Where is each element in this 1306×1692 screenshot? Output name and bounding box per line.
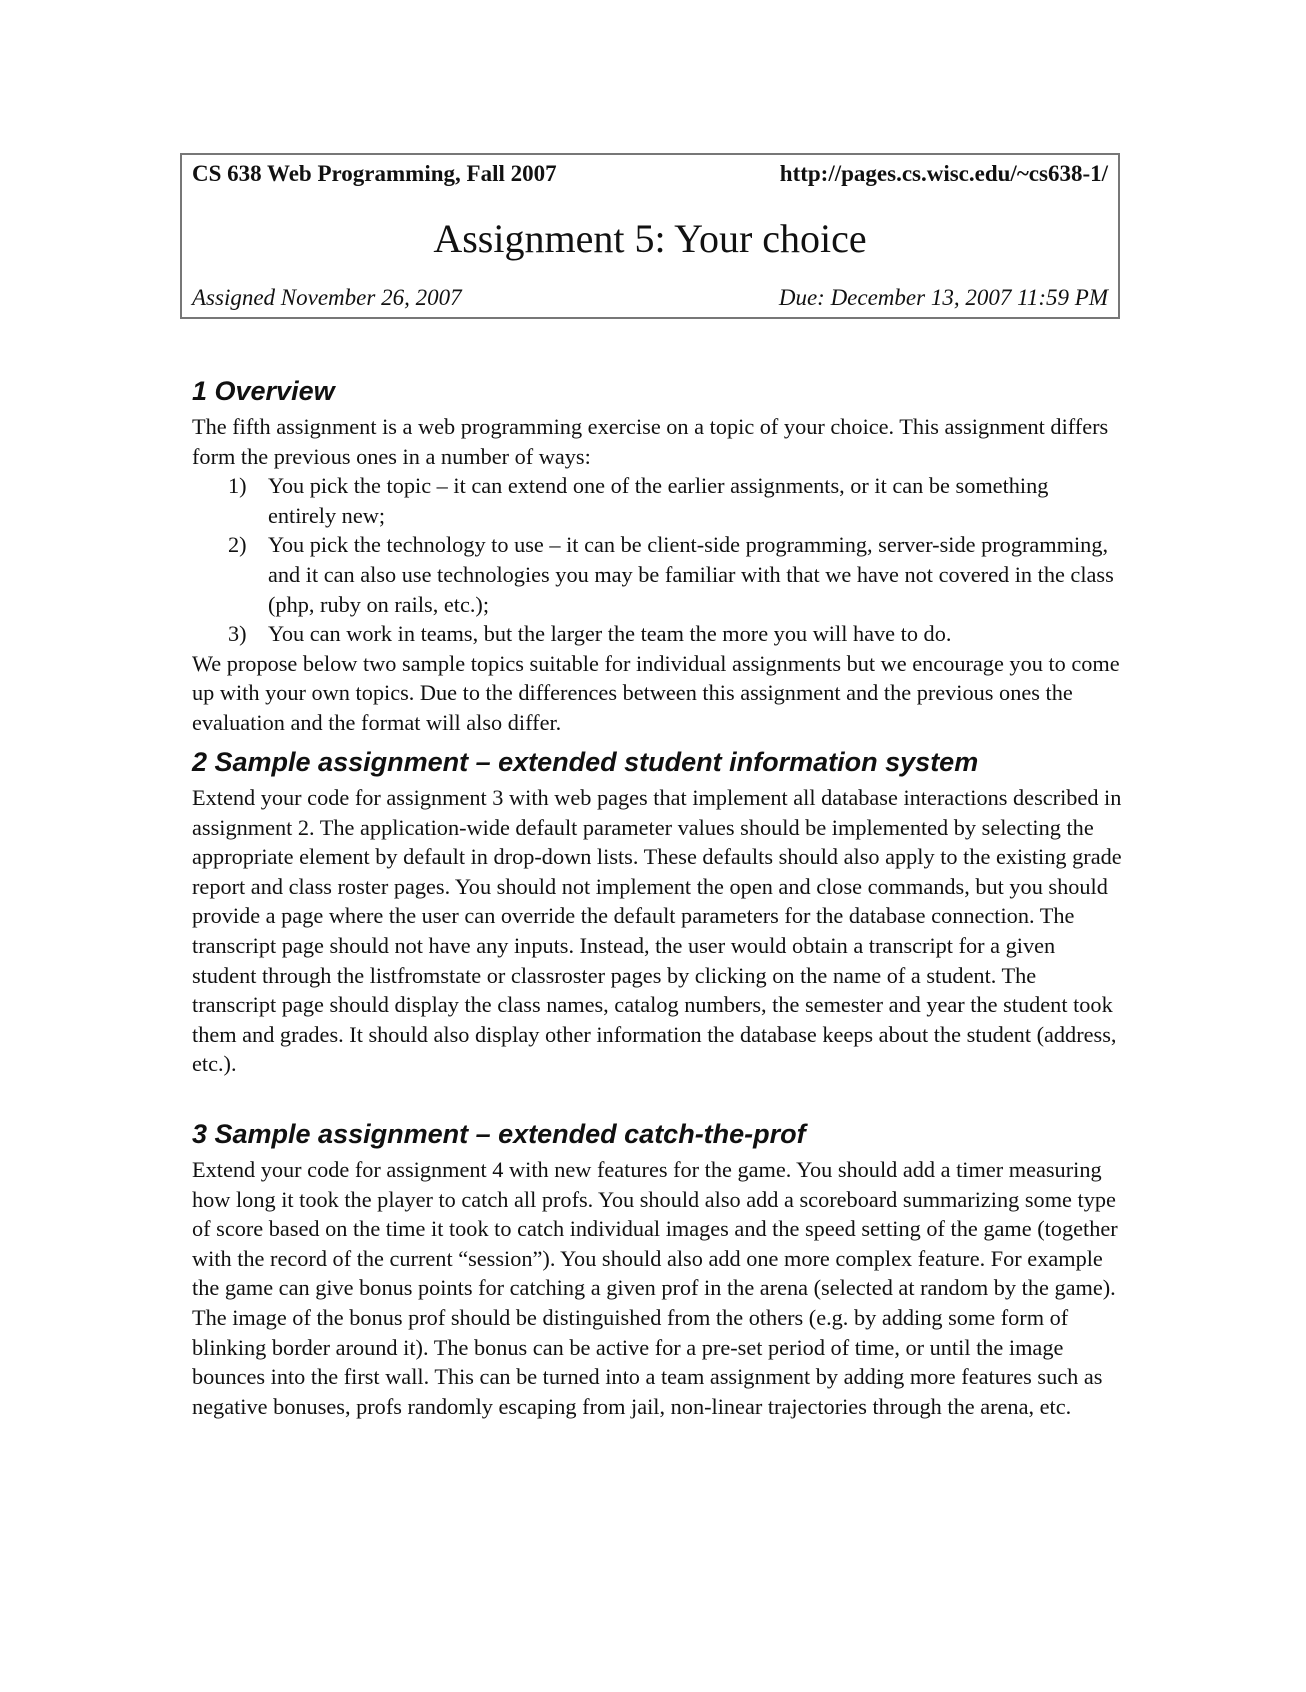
section-body: Extend your code for assignment 4 with new features for the game. You should add a timer measuring how long it took the player to catch all profs. You should also add a scoreboard summarizing some type of score based on the time it took to catch individual images and the speed setting of the game (together with the record of the current “session”). You should also add one more complex feature. For example the game can give bonus points for catching a given prof in the arena (selected at random by the game). The image of the bonus prof should be distinguished from the others (e.g. by adding some form of blinking border around it). The bonus can be active for a pre-set period of time, or until the image bounces into the first wall. This can be turned into a team assignment by adding more features such as negative bonuses, profs randomly escaping from jail, non-linear trajectories through the arena, etc. [192, 1157, 1118, 1419]
list-number: 3) [228, 621, 247, 647]
assignment-title: Assignment 5: Your choice [433, 216, 867, 261]
list-text: You pick the technology to use – it can be client-side programming, server-side programming, and it can also use technologies you may be familiar with that we have not covered in the class (php, ruby on rails, etc.); [268, 532, 1114, 617]
list-number: 2) [228, 532, 247, 558]
section-student-info [192, 745, 1122, 1079]
section-outro: We propose below two sample topics suitable for individual assignments but we encourage you to come up with your own topics. Due to the differences between this assignment and the previous ones the evaluation and the format will also differ. [192, 650, 1120, 735]
list-item [192, 471, 1122, 530]
header-box [180, 153, 1120, 319]
course-url: http://pages.cs.wisc.edu/~cs638-1/ [779, 161, 1108, 186]
section-intro: The fifth assignment is a web programming exercise on a topic of your choice. This assignment differs form the previous ones in a number of ways: [192, 414, 1109, 469]
overview-list [192, 471, 1122, 649]
list-item [192, 619, 1122, 649]
due-date: Due: December 13, 2007 11:59 PM [778, 285, 1108, 310]
list-number: 1) [228, 473, 247, 499]
section-heading: 2 Sample assignment – extended student information system [192, 747, 979, 777]
section-body: Extend your code for assignment 3 with web pages that implement all database interactions described in assignment 2. The application-wide default parameter values should be implemented by selecting the appropriate element by default in drop-down lists. These defaults should also apply to the existing grade report and class roster pages. You should not implement the open and close commands, but you should provide a page where the user can override the default parameters for the database connection. The transcript page should not have any inputs. Instead, the user would obtain a transcript for a given student through the listfromstate or classroster pages by clicking on the name of a student. The transcript page should display the class names, catalog numbers, the semester and year the student took them and grades. It should also display other information the database keeps about the student (address, etc.). [192, 785, 1122, 1077]
section-catch-the-prof [192, 1117, 1122, 1421]
header-dates-row [192, 285, 1108, 311]
header-top-row [192, 161, 1108, 187]
section-overview [192, 374, 1122, 738]
list-text: You can work in teams, but the larger the team the more you will have to do. [268, 621, 952, 647]
list-item [192, 530, 1122, 619]
list-text: You pick the topic – it can extend one of the earlier assignments, or it can be something entirely new; [268, 473, 1049, 528]
section-heading: 1 Overview [192, 376, 335, 406]
course-name: CS 638 Web Programming, Fall 2007 [192, 161, 557, 186]
assigned-date: Assigned November 26, 2007 [192, 285, 462, 310]
section-heading: 3 Sample assignment – extended catch-the-prof [192, 1119, 806, 1149]
